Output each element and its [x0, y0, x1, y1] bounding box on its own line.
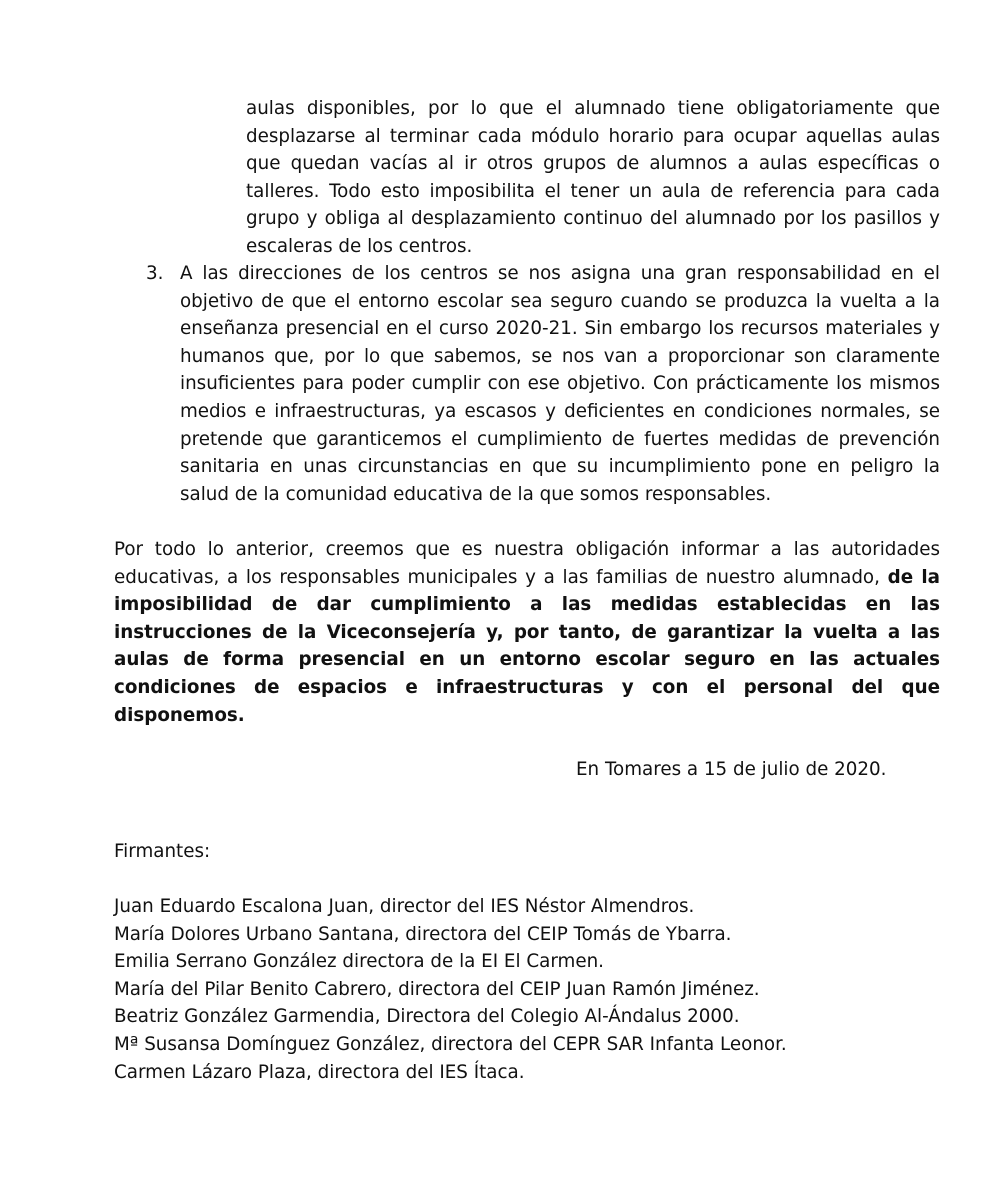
date-line: En Tomares a 15 de julio de 2020.	[576, 759, 887, 780]
signer-item: Juan Eduardo Escalona Juan, director del IES Néstor Almendros.	[114, 896, 695, 917]
list-item-number: 3.	[146, 263, 164, 284]
signers-list	[114, 893, 940, 1086]
signer-item: María del Pilar Benito Cabrero, directora del CEIP Juan Ramón Jiménez.	[114, 978, 760, 1000]
closing-bold-text: de la imposibilidad de dar cumplimiento a las medidas establecidas en las instrucciones de la Viceconsejería y, por tanto, de garantizar la vuelta a las aulas de forma presencial en un entorno escolar seguro en las actuales condiciones de espacios e infraestructuras y con el personal del que disponemos.	[114, 566, 940, 726]
signer-item: María Dolores Urbano Santana, directora del CEIP Tomás de Ybarra.	[114, 923, 732, 945]
signers-label: Firmantes:	[114, 841, 211, 862]
signer-item: Beatriz González Garmendia, Directora del Colegio Al-Ándalus 2000.	[114, 1006, 740, 1028]
signer-item: Mª Susansa Domínguez González, directora del CEPR SAR Infanta Leonor.	[114, 1033, 787, 1055]
signer-item: Carmen Lázaro Plaza, directora del IES Ítaca.	[114, 1061, 525, 1083]
continuation-paragraph: aulas disponibles, por lo que el alumnado tiene obligatoriamente que desplazarse al terminar cada módulo horario para ocupar aquellas aulas que quedan vacías al ir otros grupos de alumnos a aulas específicas o talleres. Todo esto imposibilita el tener un aula de referencia para cada grupo y obliga al desplazamiento continuo del alumnado por los pasillos y escaleras de los centros.	[246, 98, 940, 257]
closing-regular-text: Por todo lo anterior, creemos que es nuestra obligación informar a las autoridades educativas, a los responsables municipales y a las familias de nuestro alumnado,	[114, 539, 940, 588]
closing-paragraph	[114, 536, 940, 729]
signer-item: Emilia Serrano González directora de la EI El Carmen.	[114, 951, 604, 973]
list-item-text: A las direcciones de los centros se nos asigna una gran responsabilidad en el objetivo de que el entorno escolar sea seguro cuando se produzca la vuelta a la enseñanza presencial en el curso 2020-21. Sin embargo los recursos materiales y humanos que, por lo que sabemos, se nos van a proporcionar son claramente insuficientes para poder cumplir con ese objetivo. Con prácticamente los mismos medios e infraestructuras, ya escasos y deficientes en condiciones normales, se pretende que garanticemos el cumplimiento de fuertes medidas de prevención sanitaria en unas circunstancias en que su incumplimiento pone en peligro la salud de la comunidad educativa de la que somos responsables.	[180, 263, 940, 505]
